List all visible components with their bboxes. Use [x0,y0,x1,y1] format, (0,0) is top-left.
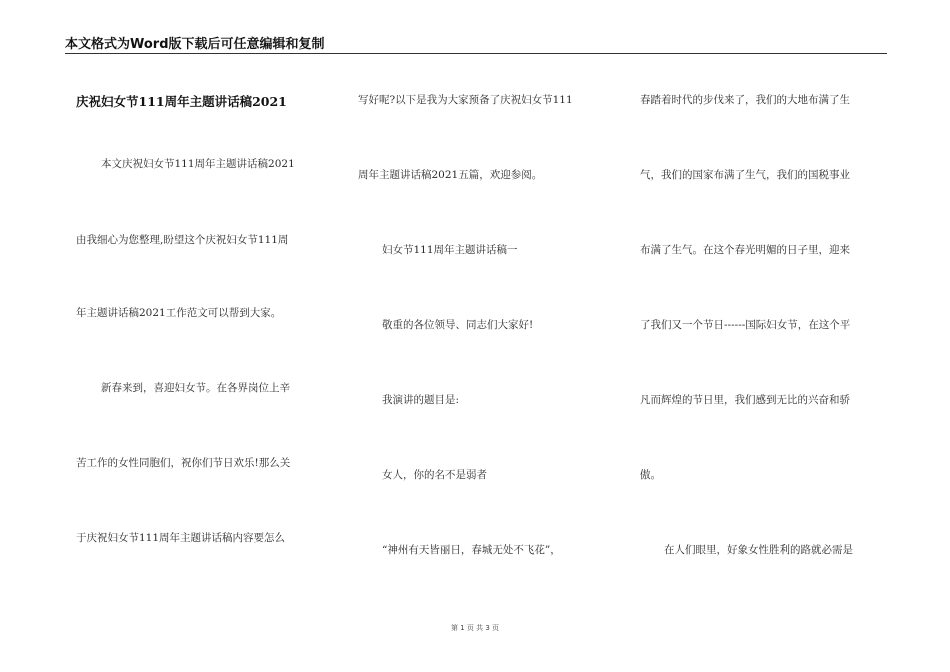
document-title: 庆祝妇女节111周年主题讲话稿2021 [76,94,287,109]
section-heading: 妇女节111周年主题讲话稿一 [382,244,518,256]
text-line: 我演讲的题目是: [382,394,460,406]
text-line: 年主题讲话稿2021工作范文可以帮到大家。 [76,307,282,319]
text-line: 气，我们的国家布满了生气，我们的国税事业 [640,169,850,181]
text-line: “神州有天皆丽日，春城无处不飞花”， [382,544,561,556]
text-line: 了我们又一个节日------国际妇女节，在这个平 [640,319,851,331]
text-line: 傲。 [640,469,661,481]
text-line: 布满了生气。在这个春光明媚的日子里，迎来 [640,244,850,256]
text-line: 春踏着时代的步伐来了，我们的大地布满了生 [640,94,850,106]
text-line: 周年主题讲话稿2021五篇，欢迎参阅。 [358,169,543,181]
text-line: 敬重的各位领导、同志们大家好! [382,319,534,331]
text-line: 本文庆祝妇女节111周年主题讲话稿2021 [101,158,295,170]
text-line: 写好呢?以下是我为大家预备了庆祝妇女节111 [358,94,573,106]
text-line: 凡而辉煌的节日里，我们感到无比的兴奋和骄 [640,394,850,406]
text-line: 新春来到，喜迎妇女节。在各界岗位上辛 [101,382,290,394]
text-line: 女人，你的名不是弱者 [382,469,487,481]
text-line: 在人们眼里，好象女性胜利的路就必需是 [664,544,853,556]
text-line: 由我细心为您整理,盼望这个庆祝妇女节111周 [76,234,289,246]
document-header: 本文格式为Word版下载后可任意编辑和复制 [65,37,325,52]
text-line: 于庆祝妇女节111周年主题讲话稿内容要怎么 [76,532,286,544]
text-line: 苦工作的女性同胞们，祝你们节日欢乐!那么关 [76,457,291,469]
header-divider [65,53,887,54]
page-number: 第 1 页 共 3 页 [450,624,500,632]
